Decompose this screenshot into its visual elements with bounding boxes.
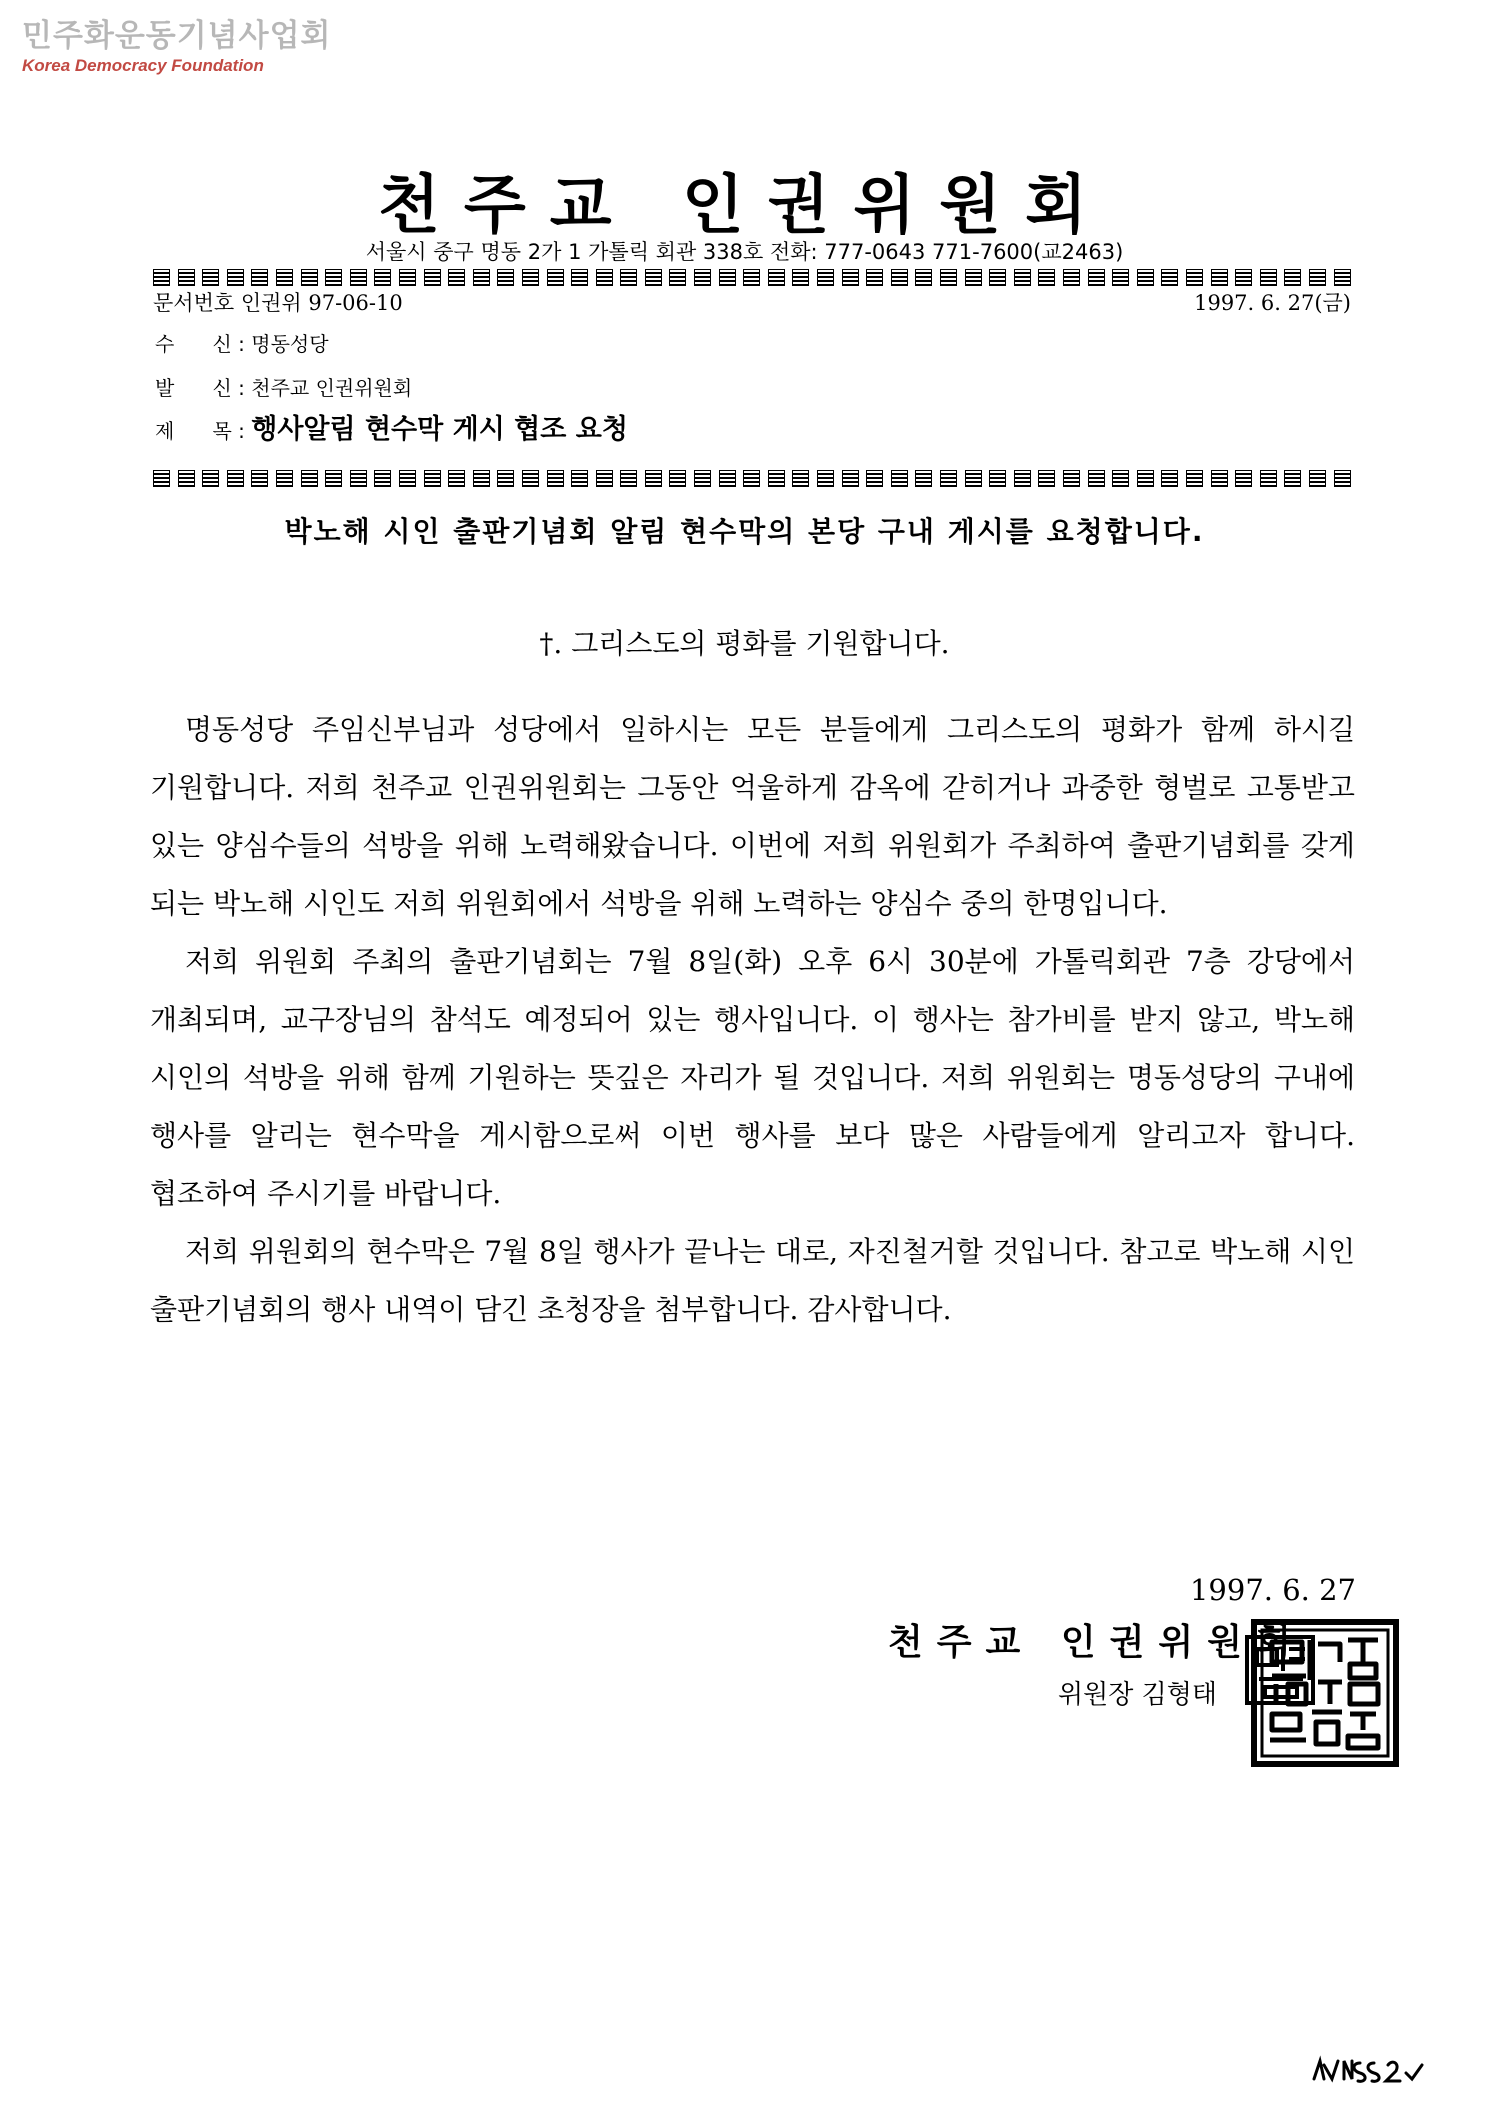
watermark-english: Korea Democracy Foundation [22,56,264,75]
rule-segment [227,470,244,487]
rule-segment [989,470,1006,487]
rule-segment [1112,470,1129,487]
rule-segment [374,470,391,487]
letterhead-address: 서울시 중구 명동 2가 1 가톨릭 회관 338호 전화: 777-0643 771-7600(교2463) [365,240,1124,264]
rule-segment [694,470,711,487]
rule-segment [424,269,441,286]
sender-label: 발 신 : [155,376,245,400]
organization-seal-icon [1250,1618,1400,1768]
rule-segment [1284,470,1301,487]
rule-segment [1260,470,1277,487]
rule-segment [669,470,686,487]
rule-segment [1137,470,1154,487]
sender-value: 천주교 인권위원회 [251,376,413,400]
rule-segment [522,470,539,487]
headline: 박노해 시인 출판기념회 알림 현수막의 본당 구내 게시를 요청합니다. [284,515,1205,548]
rule-segment [202,269,219,286]
signature-name: 위원장 김형태 [1058,1680,1217,1710]
rule-segment [1211,470,1228,487]
rule-segment [817,269,834,286]
rule-segment [1186,269,1203,286]
rule-segment [694,269,711,286]
rule-segment [989,269,1006,286]
body-paragraph-1: 명동성당 주임신부님과 성당에서 일하시는 모든 분들에게 그리스도의 평화가 함께 하시길 기원합니다. 저희 천주교 인권위원회는 그동안 억울하게 감옥에 갇히거나 과중한 형벌로 고통받고 있는 양심수들의 석방을 위해 노력해왔습니다. 이번에 저희 위원회가 주최하여 출판기념회를 갖게 되는 박노해 시인도 저희 위원회에서 석방을 위해 노력하는 양심수 중의 한명입니다. [150,713,1355,920]
rule-segment [1186,470,1203,487]
rule-segment [1334,470,1351,487]
rule-segment [227,269,244,286]
rule-segment [817,470,834,487]
rule-segment [473,470,490,487]
rule-segment [596,269,613,286]
rule-segment [276,269,293,286]
letterhead-title: 천주교 인권위원회 [378,168,1111,243]
letter-body [150,701,1355,1339]
subject-value: 행사알림 현수막 게시 협조 요청 [251,414,628,445]
rule-segment [1309,269,1326,286]
watermark-korean: 민주화운동기념사업회 [22,18,332,54]
rule-segment [202,470,219,487]
recipient-row [155,330,329,358]
rule-segment [792,470,809,487]
subject-label: 제 목 : [155,419,245,443]
rule-segment [743,470,760,487]
rule-segment [915,269,932,286]
recipient-value: 명동성당 [251,332,329,356]
rule-segment [719,269,736,286]
signature-organization: 천주교 인권위원회 [888,1621,1305,1663]
rule-segment [891,269,908,286]
rule-segment [448,269,465,286]
signature-date: 1997. 6. 27 [1189,1573,1356,1607]
rule-segment [448,470,465,487]
rule-segment [1088,269,1105,286]
rule-segment [374,269,391,286]
rule-segment [1284,269,1301,286]
rule-segment [497,470,514,487]
rule-segment [915,470,932,487]
document-date: 1997. 6. 27(금) [1194,291,1351,315]
rule-segment [153,470,170,487]
rule-segment [325,269,342,286]
rule-segment [276,470,293,487]
rule-segment [1063,470,1080,487]
rule-segment [866,269,883,286]
rule-segment [1161,269,1178,286]
rule-segment [350,470,367,487]
rule-segment [1309,470,1326,487]
rule-segment [645,470,662,487]
rule-segment [596,470,613,487]
decorative-rule-top [153,269,1351,286]
rule-segment [1260,269,1277,286]
rule-segment [965,269,982,286]
rule-segment [1334,269,1351,286]
rule-segment [1088,470,1105,487]
rule-segment [940,470,957,487]
handwritten-number-scribble [1310,2055,1430,2087]
rule-segment [1014,470,1031,487]
rule-segment [547,269,564,286]
sender-row [155,374,412,402]
rule-segment [866,470,883,487]
rule-segment [719,470,736,487]
rule-segment [547,470,564,487]
foundation-watermark [22,18,331,76]
rule-segment [1161,470,1178,487]
rule-segment [965,470,982,487]
rule-segment [571,470,588,487]
rule-segment [1235,470,1252,487]
rule-segment [1137,269,1154,286]
rule-segment [153,269,170,286]
rule-segment [940,269,957,286]
rule-segment [1038,269,1055,286]
rule-segment [1038,470,1055,487]
rule-segment [792,269,809,286]
rule-segment [842,269,859,286]
rule-segment [768,269,785,286]
rule-segment [1235,269,1252,286]
rule-segment [1112,269,1129,286]
rule-segment [301,269,318,286]
document-number: 문서번호 인권위 97-06-10 [153,291,403,315]
rule-segment [399,470,416,487]
rule-segment [522,269,539,286]
rule-segment [1063,269,1080,286]
body-paragraph-3: 저희 위원회의 현수막은 7월 8일 행사가 끝나는 대로, 자진철거할 것입니다. 참고로 박노해 시인 출판기념회의 행사 내역이 담긴 초청장을 첨부합니다. 감사합니다. [150,1235,1355,1326]
rule-segment [571,269,588,286]
rule-segment [178,470,195,487]
rule-segment [768,470,785,487]
rule-segment [891,470,908,487]
rule-segment [1014,269,1031,286]
rule-segment [251,269,268,286]
rule-segment [669,269,686,286]
rule-segment [251,470,268,487]
greeting: †. 그리스도의 평화를 기원합니다. [539,627,950,660]
rule-segment [424,470,441,487]
rule-segment [620,269,637,286]
rule-segment [399,269,416,286]
subject-row [155,416,628,445]
rule-segment [178,269,195,286]
body-paragraph-2: 저희 위원회 주최의 출판기념회는 7월 8일(화) 오후 6시 30분에 가톨릭회관 7층 강당에서 개최되며, 교구장님의 참석도 예정되어 있는 행사입니다. 이 행사는 참가비를 받지 않고, 박노해 시인의 석방을 위해 함께 기원하는 뜻깊은 자리가 될 것입니다. 저희 위원회는 명동성당의 구내에 행사를 알리는 현수막을 게시함으로써 이번 행사를 보다 많은 사람들에게 알리고자 합니다. 협조하여 주시기를 바랍니다. [150,945,1355,1210]
rule-segment [325,470,342,487]
recipient-label: 수 신 : [155,332,245,356]
decorative-rule-bottom [153,470,1351,487]
rule-segment [350,269,367,286]
rule-segment [497,269,514,286]
rule-segment [620,470,637,487]
rule-segment [301,470,318,487]
rule-segment [842,470,859,487]
rule-segment [645,269,662,286]
rule-segment [743,269,760,286]
rule-segment [1211,269,1228,286]
rule-segment [473,269,490,286]
